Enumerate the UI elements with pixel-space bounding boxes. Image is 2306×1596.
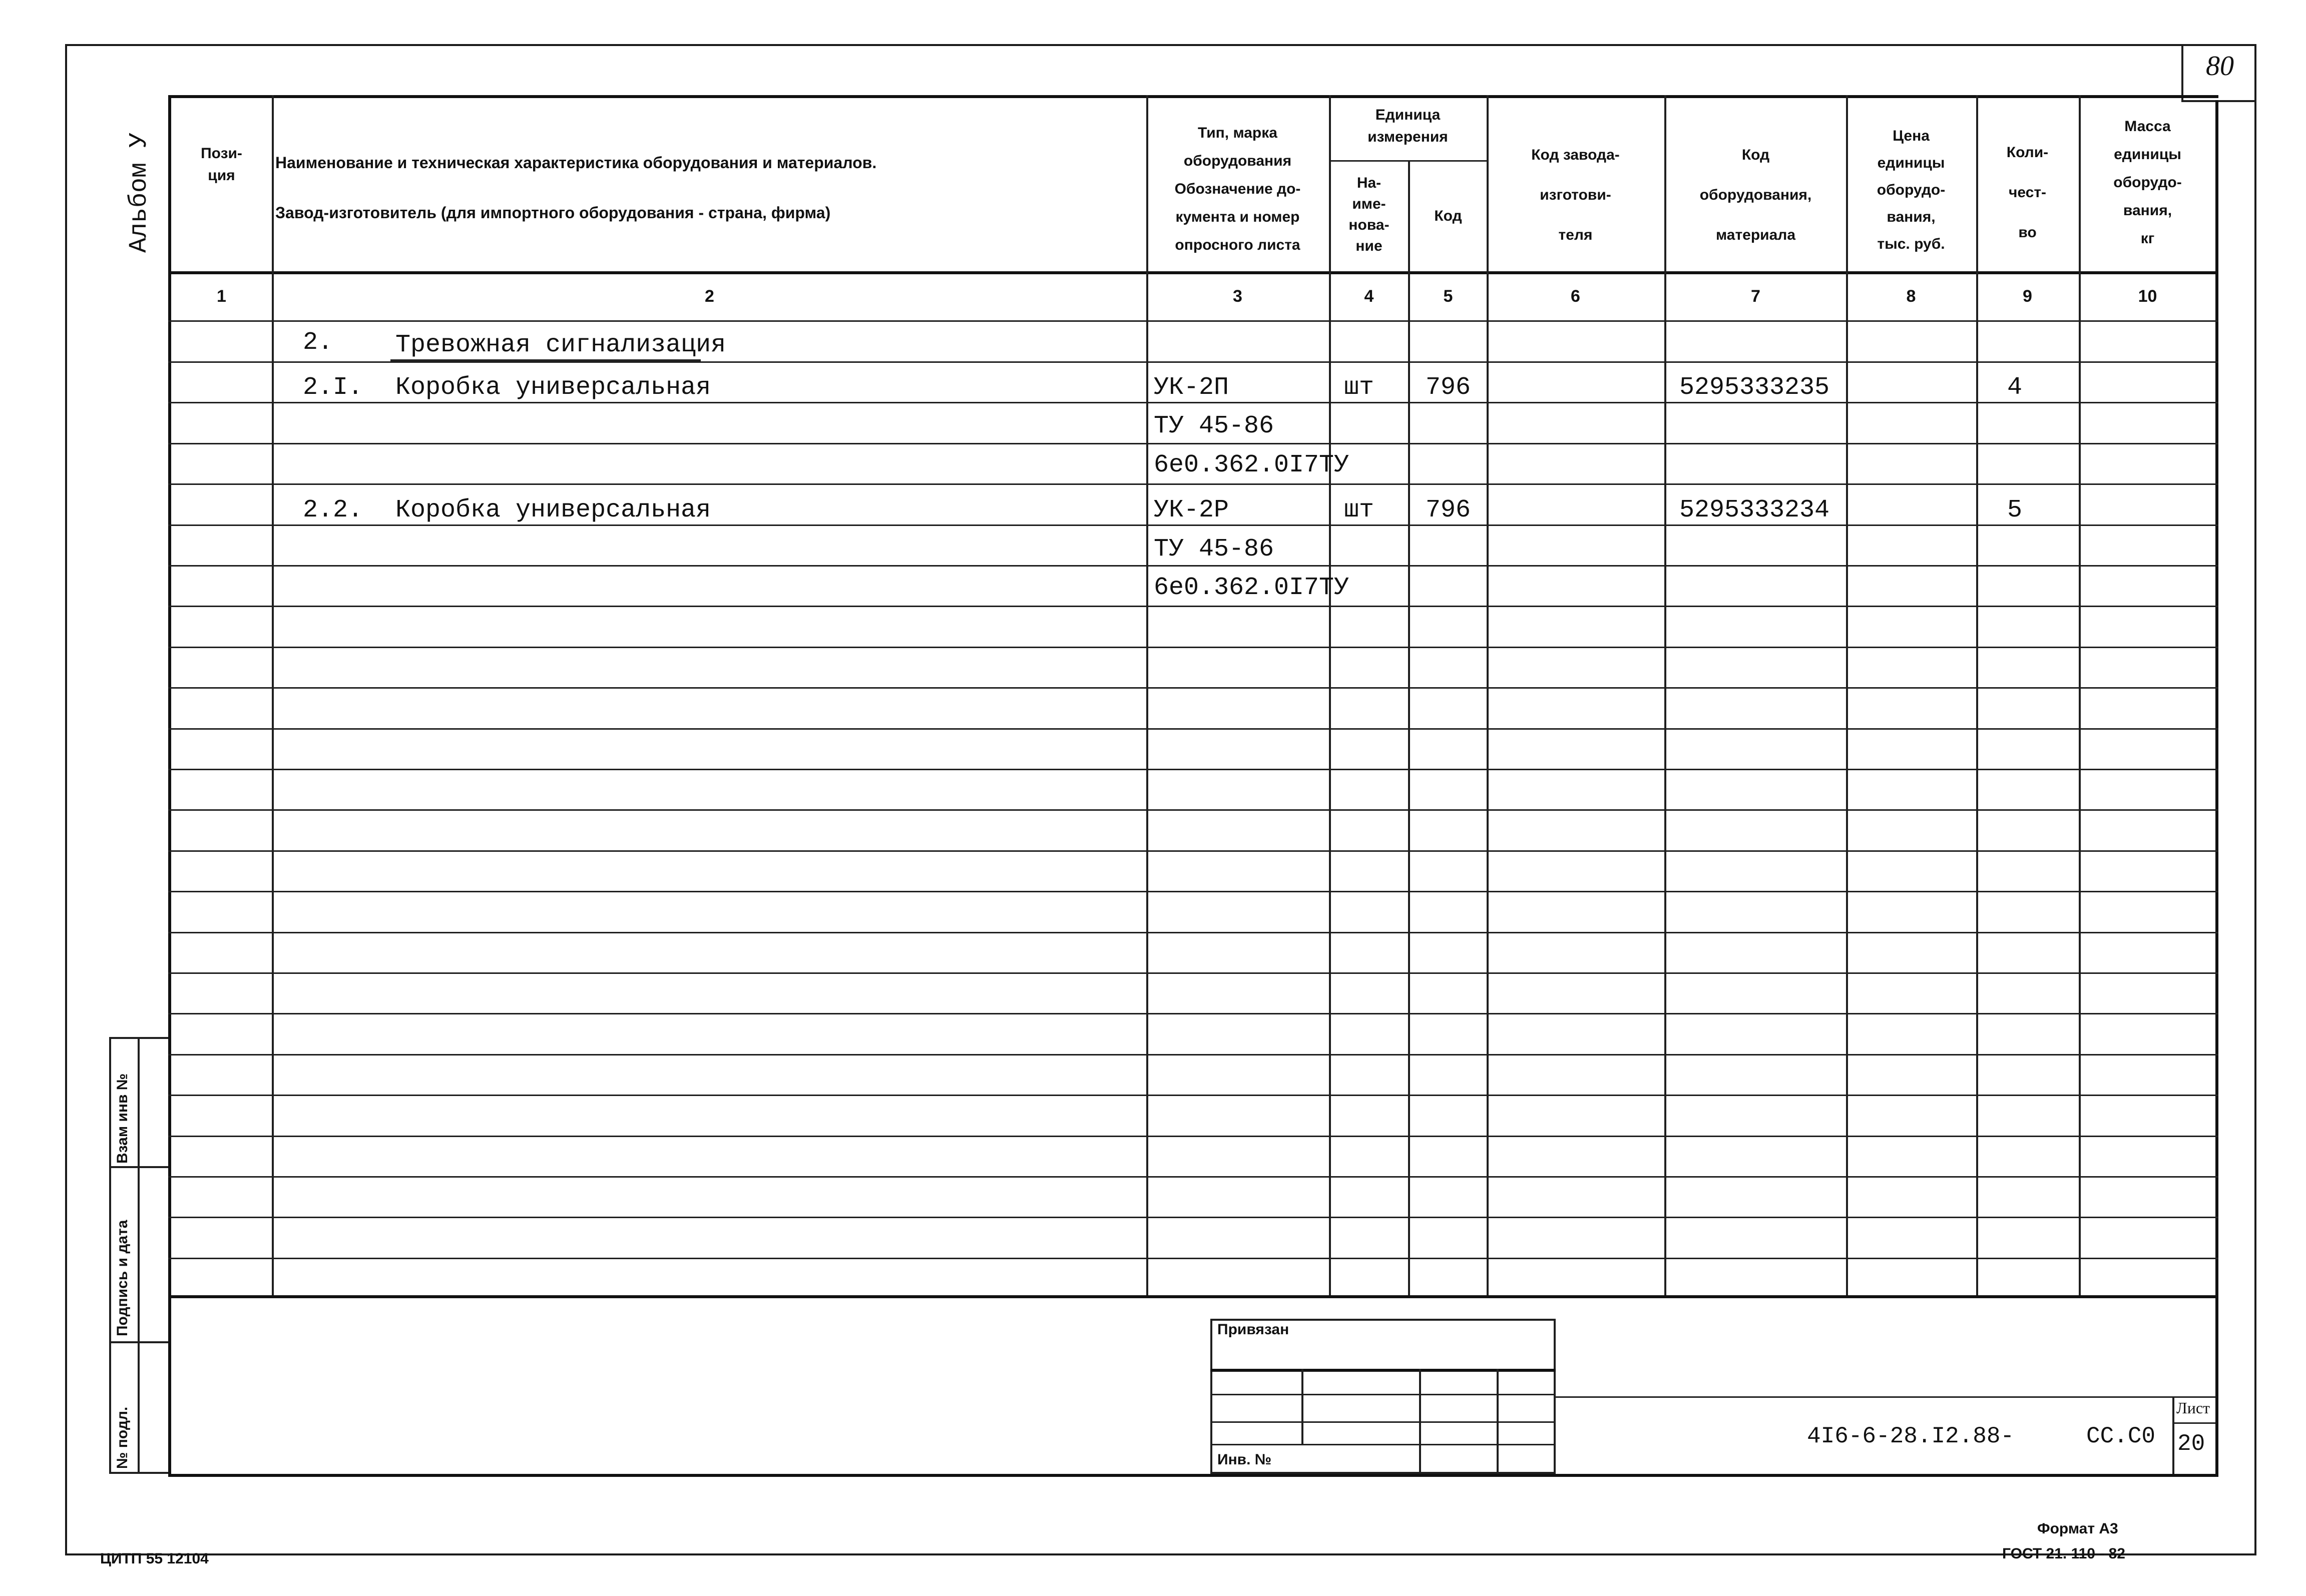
col-sep-6 [1664,95,1666,1296]
table-body-bottom [168,1295,2218,1298]
unit-group-header: Единица измерения [1367,107,1448,145]
side-title: Альбом У [125,132,154,253]
privyazan-vsep-3 [1497,1369,1499,1474]
col-7-header: Код оборудования, материала [1699,147,1812,243]
item-2-unit: шт [1344,496,1374,524]
table-left-border [168,95,171,1476]
col-1-header: Пози- ция [201,145,242,184]
row-line [168,850,2218,852]
item-1-name: Коробка универсальная [395,373,711,402]
table-bottom-border [168,1474,2218,1477]
row-line [168,606,2218,607]
col-5-header: Код [1434,208,1462,224]
outer-frame [65,44,2256,1555]
inv-no-label: Инв. № [1217,1451,1272,1468]
page-number: 80 [2206,51,2234,82]
table-top-border [168,95,2218,98]
table-right-border [2215,100,2218,1476]
item-1-unit-code: 796 [1426,373,1471,402]
row-line [168,361,2218,363]
col-num-1: 1 [217,287,226,306]
row-line [168,647,2218,648]
section-title: Тревожная сигнализация [395,331,726,359]
colnum-bottom-border [168,320,2218,322]
row-line [168,1095,2218,1096]
col-num-5: 5 [1443,287,1453,306]
item-1-position: 2.I. [303,373,363,402]
item-2-unit-code: 796 [1426,496,1471,524]
row-line [168,972,2218,974]
col-num-4: 4 [1364,287,1374,306]
row-line [168,1217,2218,1218]
row-line [168,891,2218,892]
col-num-6: 6 [1571,287,1580,306]
col-10-header: Масса единицы оборудо- вания, кг [2113,118,2182,247]
row-line [168,1258,2218,1259]
section-number: 2. [303,328,333,357]
col-num-2: 2 [705,287,714,306]
document-code: 4I6-6-28.I2.88- [1807,1423,2015,1449]
row-line [168,728,2218,730]
row-line [168,443,2218,444]
col-9-header: Коли- чест- во [2006,144,2049,241]
item-1-unit: шт [1344,373,1374,402]
col-sep-7 [1846,95,1848,1296]
col-sep-2 [1146,95,1148,1296]
sheet-box-divider [2172,1422,2215,1424]
col-num-3: 3 [1233,287,1242,306]
col-num-10: 10 [2138,287,2157,306]
row-line [168,932,2218,933]
row-line [168,1054,2218,1055]
item-2-equipment-code: 5295333234 [1679,496,1830,524]
header-bottom-border [168,271,2218,274]
unit-group-divider [1329,160,1487,162]
privyazan-sep-2 [1210,1394,1556,1395]
col-num-7: 7 [1751,287,1760,306]
row-line [168,1136,2218,1137]
col-sep-9 [2079,95,2081,1296]
item-1-type-line-1: УК-2П [1154,373,1229,402]
privyazan-vsep-2 [1419,1369,1421,1474]
section-title-underline [390,359,701,361]
item-1-quantity: 4 [2007,373,2023,402]
col-3-header: Тип, марка оборудования Обозначение до- кумента и номер опросного листа [1174,125,1301,253]
side-stamp-sep-1 [109,1166,168,1168]
privyazan-sep-4 [1210,1444,1556,1445]
row-line [168,687,2218,689]
item-2-type-line-3: 6е0.362.0I7ТУ [1154,574,1349,602]
sheet-number: 20 [2177,1431,2205,1457]
item-2-position: 2.2. [303,496,363,524]
gost-note: ГОСТ 21. 110 - 82 [2002,1545,2125,1562]
page-number-box-bottom [2181,100,2256,102]
privyazan-vsep-1 [1301,1369,1303,1444]
document-suffix: СС.С0 [2086,1423,2156,1449]
item-1-equipment-code: 5295333235 [1679,373,1830,402]
cipp-note: ЦИТП 55 12104 [100,1550,209,1567]
privyazan-sep-1 [1210,1369,1556,1372]
col-sep-3 [1329,95,1331,1296]
privyazan-label: Привязан [1217,1321,1289,1338]
side-stamp-sep-2 [109,1341,168,1343]
col-4-header: На- име- нова- ние [1348,175,1390,254]
side-stamp-vzam: Взам инв № [114,1073,131,1164]
col-sep-8 [1976,95,1978,1296]
row-line [168,483,2218,485]
side-stamp-podl: № подл. [114,1406,131,1469]
row-line [168,1176,2218,1178]
item-1-type-line-3: 6е0.362.0I7ТУ [1154,451,1349,479]
row-line [168,769,2218,770]
col-8-header: Цена единицы оборудо- вания, тыс. руб. [1877,128,1946,252]
col-num-9: 9 [2023,287,2032,306]
format-note: Формат А3 [2037,1520,2118,1537]
item-2-type-line-1: УК-2Р [1154,496,1229,524]
side-stamp-divider [138,1037,140,1474]
sheet-label: Лист [2176,1399,2210,1417]
col-sep-1 [272,95,274,1296]
privyazan-sep-3 [1210,1421,1556,1423]
col-sep-5 [1487,95,1489,1296]
col-6-header: Код завода- изготови- теля [1531,147,1620,243]
page-number-box [2181,46,2183,102]
row-line [168,1013,2218,1014]
row-line [168,809,2218,811]
item-2-name: Коробка универсальная [395,496,711,524]
side-stamp-podpis: Подпись и дата [114,1220,131,1336]
item-2-quantity: 5 [2007,496,2023,524]
item-2-type-line-2: ТУ 45-86 [1154,535,1274,564]
title-block-top [1556,1396,2215,1398]
col-num-8: 8 [1906,287,1916,306]
privyazan-stamp [1210,1319,1556,1474]
row-line [168,565,2218,567]
col-2-header: Наименование и техническая характеристика оборудования и материалов. Завод-изготовитель (для импортного оборудования - страна, фирма) [275,154,877,222]
item-1-type-line-2: ТУ 45-86 [1154,412,1274,440]
